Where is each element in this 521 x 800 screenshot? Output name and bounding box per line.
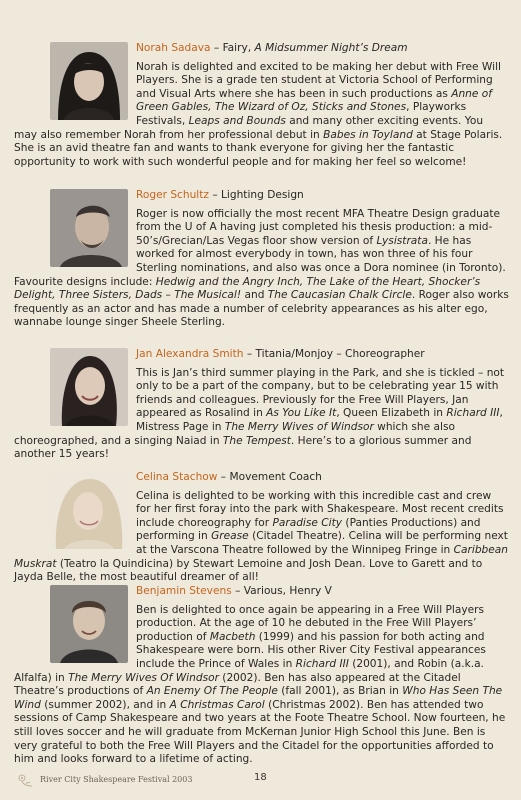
bio-text-segment: and (241, 289, 268, 302)
headshot-photo (50, 585, 128, 663)
headshot-photo (50, 189, 128, 267)
italic-title: The Tempest (222, 434, 291, 447)
bio-text-segment: . Roger also works frequently as an actor and has made a number of celebrity appearances as his alter ego, wannabe lounge singer Sheele Sterling. (14, 289, 509, 329)
person-name: Jan Alexandra Smith (136, 348, 244, 360)
person-role: – Fairy, (210, 42, 255, 54)
bio-text-segment: (Citadel Theatre). Celina will be performing next at the Varscona Theatre followed by the Winnipeg Fringe in (136, 530, 508, 556)
bio-text-segment: , Queen Elizabeth in (336, 407, 447, 420)
italic-title: As You Like It (266, 407, 337, 420)
italic-title: The Caucasian Chalk Circle (267, 289, 412, 302)
bio-text-segment: . Here’s to a glorious summer and another 15 years! (14, 434, 472, 461)
bio-norah-sadava (14, 42, 509, 169)
person-name: Norah Sadava (136, 42, 211, 54)
bio-text-segment: (2002). Ben has also appeared at the Citadel Theatre’s productions of (14, 671, 461, 698)
bio-text-segment: which she also choreographed, and a singing Naiad in (14, 420, 455, 447)
bio-text-segment: at Stage Polaris. She is an avid theatre fan and wants to thank everyone for giving her the fantastic opportunity to work with such wonderful people and for making her feel so welcome! (14, 128, 503, 168)
bio-text-segment: (1999) and his passion for both acting and Shakespeare were born. His other River City Festival appearances include the Prince of Wales in (136, 630, 486, 670)
headshot-photo (50, 42, 128, 120)
person-role: – Movement Coach (217, 471, 322, 483)
bio-text-segment: Celina is delighted to be working with this incredible cast and crew for her first foray into the park with Shakespeare. Most recent credits include choreography for (136, 489, 504, 529)
bio-text-segment: , Mistress Page in (136, 407, 503, 433)
bio-text-segment: and many other exciting events. You may also remember Norah from her professional debut in (14, 114, 484, 141)
italic-title: Richard III (446, 407, 500, 420)
bio-text-segment: (fall 2001), as Brian in (277, 685, 403, 698)
italic-title: Macbeth (209, 630, 256, 643)
page-footer (14, 772, 509, 788)
bio-text-segment: Roger is now officially the most recent MFA Theatre Design graduate from the U of A having just completed his thesis production: a mid-50’s/Grecian/Las Vegas floor show version of (136, 207, 501, 247)
italic-title: An Enemy Of The People (146, 685, 278, 698)
bio-text-segment: (Teatro la Quindicina) by Stewart Lemoine and Josh Dean. Love to Garett and to Jayda Belle, the most beautiful dreamer of all! (14, 557, 483, 584)
italic-title: Leaps and Bounds (188, 114, 286, 127)
bio-text-segment: (Panties Productions) and performing in (136, 516, 481, 543)
person-name: Roger Schultz (136, 189, 209, 201)
bio-text-segment: Ben is delighted to once again be appearing in a Free Will Players production. At the age of 10 he debuted in the Free Will Players’ production of (136, 603, 484, 643)
italic-title: A Christmas Carol (169, 698, 265, 711)
bio-text-segment: Norah is delighted and excited to be making her debut with Free Will Players. She is a grade ten student at Victoria School of Performing and Visual Arts where she has been in such productions as (136, 60, 501, 100)
bio-benjamin-stevens (14, 585, 509, 767)
italic-title: Lysistrata (376, 234, 428, 247)
headshot-photo (50, 348, 128, 426)
bio-jan-alexandra-smith (14, 348, 509, 462)
headshot-photo (50, 471, 128, 549)
bio-text-segment: (Christmas 2002). Ben has attended two sessions of Camp Shakespeare and two years at the Foote Theatre School. Now fourteen, he still loves soccer and he will graduate from McKernan Junior High School this June. Ben is very grateful to both the Free Will Players and the Citadel for the opportunities afforded to him and looks forward to a lifetime of acting. (14, 698, 506, 766)
italic-title: Caribbean Muskrat (14, 543, 508, 570)
bio-text-segment: , Playworks Festivals, (136, 101, 467, 127)
italic-title: Babes in Toyland (323, 128, 413, 141)
person-role: – Lighting Design (208, 189, 304, 201)
footer-festival: River City Shakespeare Festival 2003 (40, 775, 193, 784)
person-name: Benjamin Stevens (136, 585, 232, 597)
flower-ornament-icon (14, 772, 36, 788)
italic-title: The Merry Wives of Windsor (224, 420, 374, 433)
italic-title: Grease (211, 530, 249, 543)
person-role: – Various, Henry V (231, 585, 332, 597)
person-role-title: A Midsummer Night’s Dream (254, 42, 408, 54)
bio-text-segment: (summer 2002), and in (40, 698, 170, 711)
italic-title: Who Has Seen The Wind (14, 685, 503, 711)
italic-title: Paradise City (272, 516, 343, 529)
bio-text-segment: This is Jan’s third summer playing in the Park, and she is tickled – not only to be a part of the company, but to be celebrating year 15 with friends and colleagues. Previously for the Free Will Players, Jan appeared as Rosalind in (136, 366, 505, 420)
person-name: Celina Stachow (136, 471, 218, 483)
italic-title: Anne of Green Gables, The Wizard of Oz, Sticks and Stones (136, 87, 492, 114)
bio-text-segment: (2001), and Robin (a.k.a. Alfalfa) in (14, 657, 484, 684)
italic-title: The Merry Wives Of Windsor (68, 671, 219, 684)
bio-text-segment: . He has worked for almost everybody in town, has won three of his four Sterling nominations, and also was once a Dora nominee (in Toronto). Favourite designs include: (14, 234, 506, 288)
italic-title: Hedwig and the Angry Inch, The Lake of the Heart, Shocker’s Delight, Three Sisters, Dads – The Musical! (14, 275, 481, 302)
bio-celina-stachow (14, 471, 509, 585)
bio-roger-schultz (14, 189, 509, 330)
person-role: – Titania/Monjoy – Choreographer (243, 348, 425, 360)
page-number: 18 (254, 772, 267, 783)
italic-title: Richard III (295, 657, 349, 670)
